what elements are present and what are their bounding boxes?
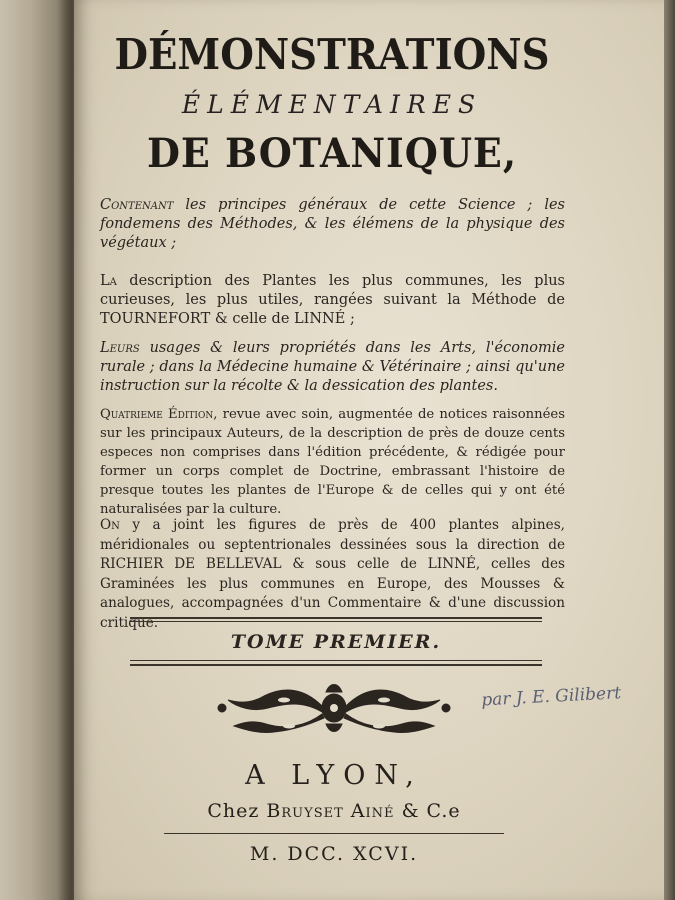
rule-bottom (130, 664, 542, 666)
title-line-3: DE BOTANIQUE, (146, 130, 518, 177)
description-paragraph-3 (100, 339, 565, 396)
paragraph-text: les principes généraux de cette Science ; les fondemens des Méthodes, & les élémens de la physique des végétaux ; (100, 197, 565, 251)
paragraph-lead: On (100, 517, 120, 533)
paragraph-lead: Quatrieme Édition (100, 407, 214, 422)
imprint-city: A LYON, (245, 760, 423, 791)
paragraph-lead: Contenant (100, 197, 174, 213)
publisher-prefix: Chez (207, 800, 267, 822)
figures-paragraph (100, 516, 565, 633)
title-page (74, 0, 664, 900)
rule-top (130, 617, 542, 619)
description-paragraph-2 (100, 272, 565, 329)
title-line-1: DÉMONSTRATIONS (114, 30, 550, 79)
publisher-name: Bruyset Ainé (266, 800, 395, 822)
floral-ornament-icon (214, 678, 454, 738)
handwritten-attribution: par J. E. Gilibert (480, 683, 622, 711)
volume-label: TOME PREMIER. (230, 631, 442, 653)
publisher-suffix: & C.e (394, 800, 461, 822)
paragraph-text: , revue avec soin, augmentée de notices raisonnées sur les principaux Auteurs, de la description de près de douze cents especes non comprises dans l'édition précédente, & rédigée pour former un corps complet de Doctrine, embrassant l'histoire de presque toutes les plantes de l'Europe & de celles qui y ont été naturalisées par la culture. (100, 407, 566, 517)
rule-bottom-thin (130, 660, 542, 661)
rule-top-thin (130, 621, 542, 622)
rule-imprint (164, 833, 504, 834)
title-line-2: ÉLÉMENTAIRES (181, 90, 483, 119)
paragraph-lead: Leurs (100, 340, 140, 356)
paragraph-text: y a joint les figures de près de 400 plantes alpines, méridionales ou septentrionales dessinées sous la direction de RICHIER DE BELLEVAL & sous celle de LINNÉ, celles des Graminées les plus communes en Europe, des Mousses & analogues, accompagnées d'un Commentaire & d'une discussion critique. (100, 517, 565, 631)
paragraph-text: usages & leurs propriétés dans les Arts, l'économie rurale ; dans la Médecine humaine & Vétérinaire ; ainsi qu'une instruction sur la récolte & la dessication des plantes. (100, 340, 565, 394)
imprint-year: M. DCC. XCVI. (249, 843, 419, 865)
paragraph-text: description des Plantes les plus communes, les plus curieuses, les plus utiles, rangées suivant la Méthode de TOURNEFORT & celle de LINNÉ ; (100, 273, 565, 327)
paragraph-lead: La (100, 273, 117, 289)
page-edge (664, 0, 675, 900)
description-paragraph-1 (100, 196, 565, 253)
imprint-publisher (114, 800, 554, 822)
edition-paragraph (100, 405, 565, 519)
